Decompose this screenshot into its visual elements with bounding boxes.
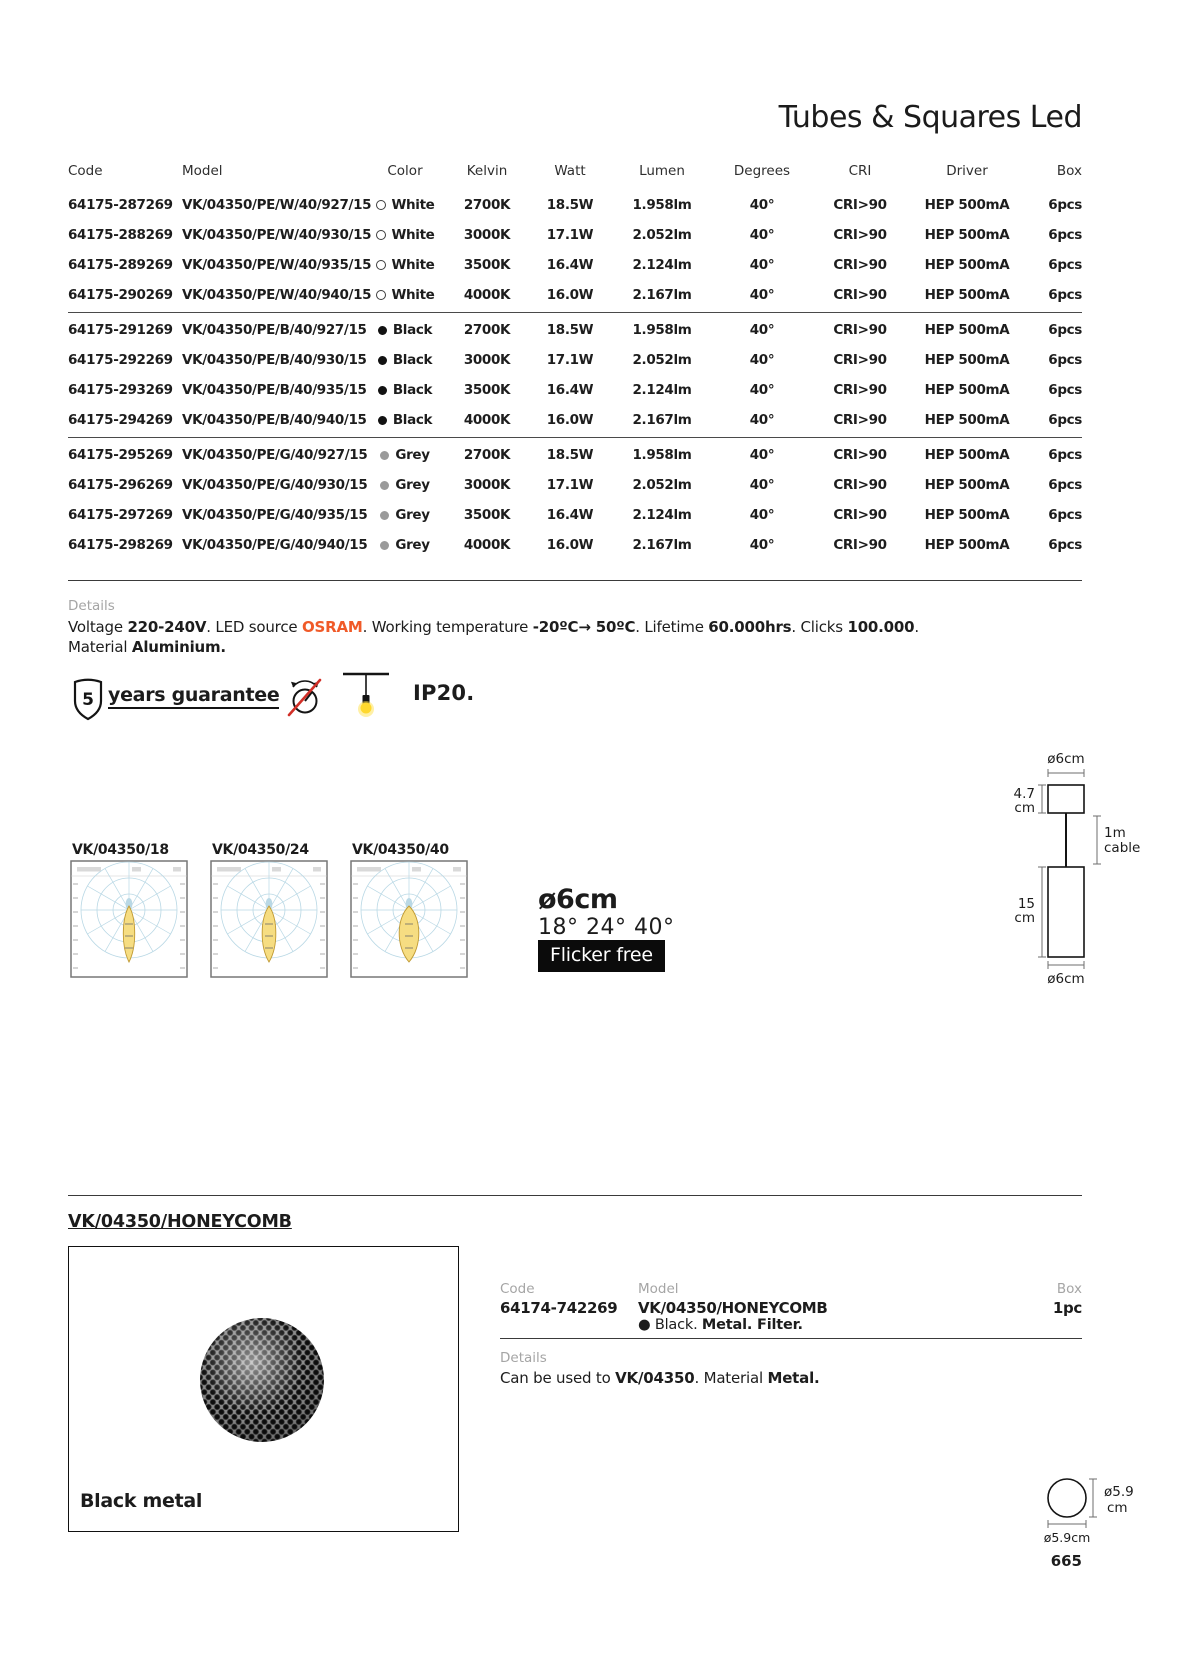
not-dimmable-icon [285,674,325,722]
column-header-cri: CRI [848,163,872,179]
table-row [68,500,1082,530]
cell-cri: CRI>90 [833,322,887,338]
cell-watt: 16.0W [546,412,594,428]
filter-outline-shape [1048,1479,1086,1517]
table-row [68,345,1082,375]
honeycomb-details-label: Details [500,1350,547,1366]
table-row [68,220,1082,250]
cell-kelvin: 3000K [463,477,511,493]
honeycomb-model: VK/04350/HONEYCOMB [638,1299,828,1317]
cell-driver: HEP 500mA [924,507,1010,523]
cell-degrees: 40° [749,322,775,338]
cell-driver: HEP 500mA [924,287,1010,303]
color-dot-white [376,200,386,210]
cell-model: VK/04350/PE/G/40/930/15 [182,477,368,493]
cell-degrees: 40° [749,197,775,213]
cell-watt: 16.0W [546,537,594,553]
column-header-watt: Watt [554,163,586,179]
dim-canopy-h2: cm [1014,800,1035,816]
honeycomb-details: Can be used to VK/04350. Material Metal. [500,1369,820,1387]
dim-cable-2: cable [1104,840,1141,856]
color-dot-black [378,386,387,395]
cell-box: 6pcs [1048,477,1082,493]
cell-driver: HEP 500mA [924,412,1010,428]
cell-lumen: 2.167lm [632,287,692,303]
cell-watt: 18.5W [546,197,594,213]
cell-kelvin: 2700K [463,447,511,463]
filter-dim-side-1: ø5.9 [1104,1484,1134,1500]
cell-code: 64175-297269 [68,507,173,523]
cell-watt: 16.4W [546,382,594,398]
cell-model: VK/04350/PE/B/40/940/15 [182,412,367,428]
cell-color: Black [368,382,442,398]
guarantee-years: 5 [82,690,94,710]
photometric-diagram [350,860,468,978]
photometric-label: VK/04350/24 [212,842,309,858]
photometric-diagram [70,860,188,978]
cell-watt: 16.0W [546,287,594,303]
cell-model: VK/04350/PE/B/40/935/15 [182,382,367,398]
table-row [68,250,1082,280]
cell-kelvin: 4000K [463,537,511,553]
table-row [68,315,1082,345]
honeycomb-code: 64174-742269 [500,1299,618,1317]
cell-cri: CRI>90 [833,412,887,428]
cell-model: VK/04350/PE/G/40/940/15 [182,537,368,553]
honeycomb-code-label: Code [500,1281,535,1297]
cell-driver: HEP 500mA [924,382,1010,398]
cell-box: 6pcs [1048,412,1082,428]
honeycomb-heading: VK/04350/HONEYCOMB [68,1212,292,1232]
product-table [68,158,1082,560]
cell-lumen: 2.052lm [632,477,692,493]
cell-watt: 16.4W [546,257,594,273]
details-line-2: Material Aluminium. [68,638,226,656]
cell-cri: CRI>90 [833,197,887,213]
color-dot-white [376,230,386,240]
color-dot-grey [380,481,389,490]
table-row [68,375,1082,405]
column-header-color: Color [387,163,423,179]
photometric-label: VK/04350/40 [352,842,449,858]
table-row [68,405,1082,435]
filter-dim-bottom: ø5.9cm [1043,1530,1091,1545]
color-dot-grey [380,451,389,460]
cell-box: 6pcs [1048,447,1082,463]
cell-cri: CRI>90 [833,227,887,243]
cell-kelvin: 3500K [463,507,511,523]
cell-box: 6pcs [1048,352,1082,368]
page-number: 665 [1050,1552,1082,1570]
cell-driver: HEP 500mA [924,322,1010,338]
cell-color: White [368,257,442,273]
cell-degrees: 40° [749,537,775,553]
cell-degrees: 40° [749,382,775,398]
cell-color: Grey [368,507,442,523]
cell-lumen: 2.124lm [632,507,692,523]
cell-code: 64175-298269 [68,537,173,553]
cell-cri: CRI>90 [833,257,887,273]
beam-angles: 18° 24° 40° [538,915,675,940]
cell-driver: HEP 500mA [924,352,1010,368]
cell-driver: HEP 500mA [924,197,1010,213]
shield-icon [70,676,106,722]
cell-lumen: 1.958lm [632,447,692,463]
cell-lumen: 2.052lm [632,352,692,368]
cell-box: 6pcs [1048,197,1082,213]
cell-model: VK/04350/PE/W/40/930/15 [182,227,372,243]
cell-kelvin: 3500K [463,257,511,273]
table-header-row [68,158,1082,184]
cell-degrees: 40° [749,227,775,243]
cell-cri: CRI>90 [833,352,887,368]
cell-degrees: 40° [749,287,775,303]
cell-degrees: 40° [749,412,775,428]
dim-bottom-diameter: ø6cm [1047,971,1085,987]
details-line-1: Voltage 220-240V. LED source OSRAM. Working temperature -20ºC→ 50ºC. Lifetime 60.000hrs. Clicks 100.000. [68,618,919,636]
flicker-free-badge: Flicker free [538,940,665,972]
cell-cri: CRI>90 [833,287,887,303]
dim-cable-1: 1m [1104,825,1126,841]
table-row [68,470,1082,500]
pendant-lamp-icon [340,670,392,722]
cell-model: VK/04350/PE/W/40/927/15 [182,197,372,213]
filter-dim-side-2: cm [1107,1500,1128,1516]
column-header-code: Code [68,163,103,179]
cell-kelvin: 4000K [463,412,511,428]
cell-degrees: 40° [749,447,775,463]
cell-driver: HEP 500mA [924,227,1010,243]
cell-degrees: 40° [749,477,775,493]
section-divider [68,1195,1082,1196]
cell-driver: HEP 500mA [924,477,1010,493]
cell-color: Black [368,412,442,428]
guarantee-badge [70,676,106,726]
column-header-lumen: Lumen [639,163,685,179]
cell-watt: 18.5W [546,447,594,463]
honeycomb-filter-image [200,1318,324,1442]
cell-degrees: 40° [749,507,775,523]
cell-cri: CRI>90 [833,382,887,398]
cell-lumen: 2.167lm [632,412,692,428]
honeycomb-box-label: Box [1056,1281,1082,1297]
cell-box: 6pcs [1048,537,1082,553]
cell-kelvin: 2700K [463,322,511,338]
cell-box: 6pcs [1048,507,1082,523]
cell-cri: CRI>90 [833,477,887,493]
honeycomb-divider [500,1338,1082,1339]
cell-model: VK/04350/PE/G/40/935/15 [182,507,368,523]
cell-degrees: 40° [749,257,775,273]
group-separator [68,312,1082,313]
cell-box: 6pcs [1048,287,1082,303]
cell-color: Grey [368,447,442,463]
cell-code: 64175-296269 [68,477,173,493]
cell-code: 64175-293269 [68,382,173,398]
cell-kelvin: 4000K [463,287,511,303]
cell-box: 6pcs [1048,257,1082,273]
cell-lumen: 2.167lm [632,537,692,553]
cell-code: 64175-288269 [68,227,173,243]
honeycomb-caption: Black metal [80,1490,203,1512]
column-header-model: Model [182,163,223,179]
cell-watt: 17.1W [546,227,594,243]
table-row [68,440,1082,470]
cell-model: VK/04350/PE/B/40/927/15 [182,322,367,338]
photometric-label: VK/04350/18 [72,842,169,858]
cell-watt: 17.1W [546,477,594,493]
cell-driver: HEP 500mA [924,447,1010,463]
cell-model: VK/04350/PE/W/40/940/15 [182,287,372,303]
cell-code: 64175-291269 [68,322,173,338]
dim-body-2: cm [1014,910,1035,926]
cell-cri: CRI>90 [833,537,887,553]
honeycomb-variant: ● Black. Metal. Filter. [638,1317,803,1333]
color-dot-black [378,326,387,335]
cell-code: 64175-292269 [68,352,173,368]
column-header-driver: Driver [946,163,988,179]
color-dot-black [378,416,387,425]
dim-top-diameter: ø6cm [1047,751,1085,767]
column-header-box: Box [1056,163,1082,179]
cell-box: 6pcs [1048,227,1082,243]
cell-code: 64175-290269 [68,287,173,303]
honeycomb-box: 1pc [1052,1299,1082,1317]
cell-model: VK/04350/PE/G/40/927/15 [182,447,368,463]
cell-color: Grey [368,477,442,493]
photometric-diagram [210,860,328,978]
cell-kelvin: 3500K [463,382,511,398]
column-header-degrees: Degrees [733,163,791,179]
cell-watt: 17.1W [546,352,594,368]
color-dot-grey [380,511,389,520]
canopy-shape [1048,785,1084,813]
cell-box: 6pcs [1048,382,1082,398]
cell-lumen: 2.052lm [632,227,692,243]
column-header-kelvin: Kelvin [466,163,508,179]
group-separator [68,437,1082,438]
cell-driver: HEP 500mA [924,257,1010,273]
honeycomb-size-diagram [1028,1468,1158,1552]
cell-cri: CRI>90 [833,447,887,463]
honeycomb-model-label: Model [638,1281,679,1297]
table-body [68,190,1082,560]
cell-color: White [368,197,442,213]
dim-body-1: 15 [1017,896,1035,912]
cell-model: VK/04350/PE/B/40/930/15 [182,352,367,368]
ip-rating: IP20. [413,681,475,705]
table-row [68,190,1082,220]
cell-color: Grey [368,537,442,553]
cell-driver: HEP 500mA [924,537,1010,553]
cell-kelvin: 3000K [463,352,511,368]
cell-watt: 18.5W [546,322,594,338]
guarantee-label: years guarantee [108,684,279,709]
cell-box: 6pcs [1048,322,1082,338]
cell-watt: 16.4W [546,507,594,523]
color-dot-grey [380,541,389,550]
cell-model: VK/04350/PE/W/40/935/15 [182,257,372,273]
page-title: Tubes & Squares Led [778,100,1082,135]
cell-color: Black [368,322,442,338]
cell-lumen: 1.958lm [632,322,692,338]
table-row [68,530,1082,560]
color-dot-black [378,356,387,365]
cell-color: White [368,287,442,303]
cell-code: 64175-289269 [68,257,173,273]
cell-color: White [368,227,442,243]
beam-diameter: ø6cm [538,884,618,915]
cylinder-shape [1048,867,1084,957]
color-dot-white [376,260,386,270]
table-row [68,280,1082,310]
cell-degrees: 40° [749,352,775,368]
color-dot-white [376,290,386,300]
cell-code: 64175-287269 [68,197,173,213]
cell-kelvin: 3000K [463,227,511,243]
dim-canopy-h1: 4.7 [1013,786,1035,802]
section-divider [68,580,1082,581]
cell-code: 64175-294269 [68,412,173,428]
cell-color: Black [368,352,442,368]
cell-kelvin: 2700K [463,197,511,213]
cell-code: 64175-295269 [68,447,173,463]
dimension-diagram [995,745,1145,990]
details-label: Details [68,598,115,614]
cell-lumen: 2.124lm [632,257,692,273]
cell-lumen: 2.124lm [632,382,692,398]
cell-lumen: 1.958lm [632,197,692,213]
cell-cri: CRI>90 [833,507,887,523]
